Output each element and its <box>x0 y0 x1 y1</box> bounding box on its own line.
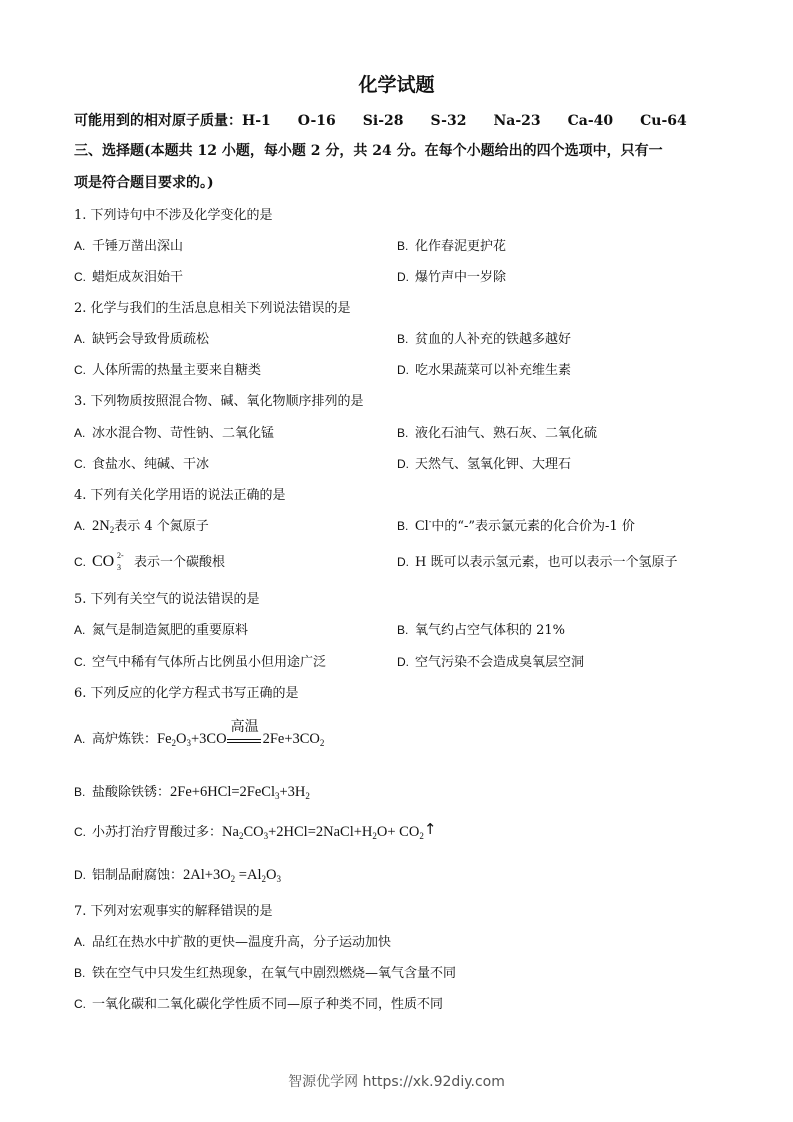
question-1-option-d: D. 爆竹声中一岁除 <box>397 270 507 285</box>
mass-ca: Ca-40 <box>567 113 614 129</box>
question-2-option-d: D. 吃水果蔬菜可以补充维生素 <box>397 363 572 378</box>
section-heading-line1: 三、选择题(本题共 12 小题，每小题 2 分，共 24 分。在每个小题给出的四个选项中，只有一 <box>74 143 663 159</box>
question-6-option-a: A. 高炉炼铁：$Fe_2O_3+3CO$ 高温 $2Fe+3CO_2$ <box>74 720 325 748</box>
mass-h: H-1 <box>242 113 271 129</box>
question-1-option-c: C. 蜡炬成灰泪始干 <box>74 270 184 285</box>
section-heading-line2: 项是符合题目要求的。) <box>74 175 214 191</box>
page-title: 化学试题 <box>358 74 435 96</box>
question-6-option-b: B. 盐酸除铁锈：$2Fe+6HCl=2FeCl_3+3H_2$ <box>74 784 310 801</box>
question-2-option-b: B. 贫血的人补充的铁越多越好 <box>397 332 572 347</box>
question-7-option-c: C. 一氧化碳和二氧化碳化学性质不同—原子种类不同，性质不同 <box>74 997 444 1012</box>
question-3-option-c: C. 食盐水、纯碱、干冰 <box>74 457 210 472</box>
equation-blast-furnace: $Fe_2O_3+3CO$ 高温 $2Fe+3CO_2$ <box>157 720 325 748</box>
question-1-stem: 1. 下列诗句中不涉及化学变化的是 <box>74 208 273 223</box>
question-4-option-d: D. H 既可以表示氢元素，也可以表示一个氢原子 <box>397 555 678 570</box>
mass-na: Na-23 <box>493 113 541 129</box>
question-3-option-b: B. 液化石油气、熟石灰、二氧化硫 <box>397 426 598 441</box>
question-6-option-d: D. 铝制品耐腐蚀：$2Al+3O_2 =Al_2O_3$ <box>74 867 281 884</box>
question-1-option-b: B. 化作春泥更护花 <box>397 239 507 254</box>
question-1-option-a: A. 千锤万凿出深山 <box>74 239 184 254</box>
equation-baking-soda: $Na_2CO_3+2HCl=2NaCl+H_2O+ CO_2$ <box>222 824 424 841</box>
question-6-stem: 6. 下列反应的化学方程式书写正确的是 <box>74 686 299 701</box>
mass-s: S-32 <box>430 113 467 129</box>
mass-si: Si-28 <box>362 113 404 129</box>
gas-up-arrow-icon: ↑ <box>423 820 437 838</box>
question-5-option-d: D. 空气污染不会造成臭氧层空洞 <box>397 655 585 670</box>
question-5-option-a: A. 氮气是制造氮肥的重要原料 <box>74 623 249 638</box>
question-7-option-b: B. 铁在空气中只发生红热现象，在氧气中剧烈燃烧—氧气含量不同 <box>74 966 457 981</box>
high-temp-condition: 高温 <box>227 734 263 743</box>
question-3-option-d: D. 天然气、氢氧化钾、大理石 <box>397 457 572 472</box>
formula-2n2: $2N_2$ <box>92 518 115 535</box>
question-5-option-c: C. 空气中稀有气体所占比例虽小但用途广泛 <box>74 655 327 670</box>
page-footer-watermark: 智源优学网 https://xk.92diy.com <box>288 1074 505 1090</box>
equation-aluminum: $2Al+3O_2 =Al_2O_3$ <box>183 867 281 884</box>
question-3-stem: 3. 下列物质按照混合物、碱、氧化物顺序排列的是 <box>74 394 364 409</box>
atomic-masses-label: 可能用到的相对原子质量： <box>74 113 242 129</box>
question-7-option-a: A. 品红在热水中扩散的更快—温度升高，分子运动加快 <box>74 935 392 950</box>
question-4-stem: 4. 下列有关化学用语的说法正确的是 <box>74 488 286 503</box>
question-6-option-c: C. 小苏打治疗胃酸过多：$Na_2CO_3+2HCl=2NaCl+H_2O+$ $CO_2↑$ <box>74 820 437 841</box>
mass-o: O-16 <box>297 113 336 129</box>
question-5-stem: 5. 下列有关空气的说法错误的是 <box>74 592 260 607</box>
question-2-option-a: A. 缺钙会导致骨质疏松 <box>74 332 210 347</box>
question-2-option-c: C. 人体所需的热量主要来自糖类 <box>74 363 262 378</box>
formula-co3-ion: CO 2- 3 <box>92 551 124 572</box>
question-4-option-b: B. Cl-中的“-”表示氯元素的化合价为-1 价 <box>397 517 635 534</box>
question-3-option-a: A. 冰水混合物、苛性钠、二氧化锰 <box>74 426 275 441</box>
formula-cl-ion: Cl- <box>415 517 432 534</box>
atomic-masses-line <box>74 110 714 130</box>
question-5-option-b: B. 氧气约占空气体积的 21% <box>397 623 566 638</box>
mass-cu: Cu-64 <box>640 113 687 129</box>
equation-rust-removal: $2Fe+6HCl=2FeCl_3+3H_2$ <box>170 784 310 801</box>
question-4-option-c: C. CO 2- 3 表示一个碳酸根 <box>74 551 226 572</box>
question-4-option-a: A. $2N_2$表示 4 个氮原子 <box>74 518 209 535</box>
question-2-stem: 2. 化学与我们的生活息息相关下列说法错误的是 <box>74 301 351 316</box>
question-7-stem: 7. 下列对宏观事实的解释错误的是 <box>74 904 273 919</box>
